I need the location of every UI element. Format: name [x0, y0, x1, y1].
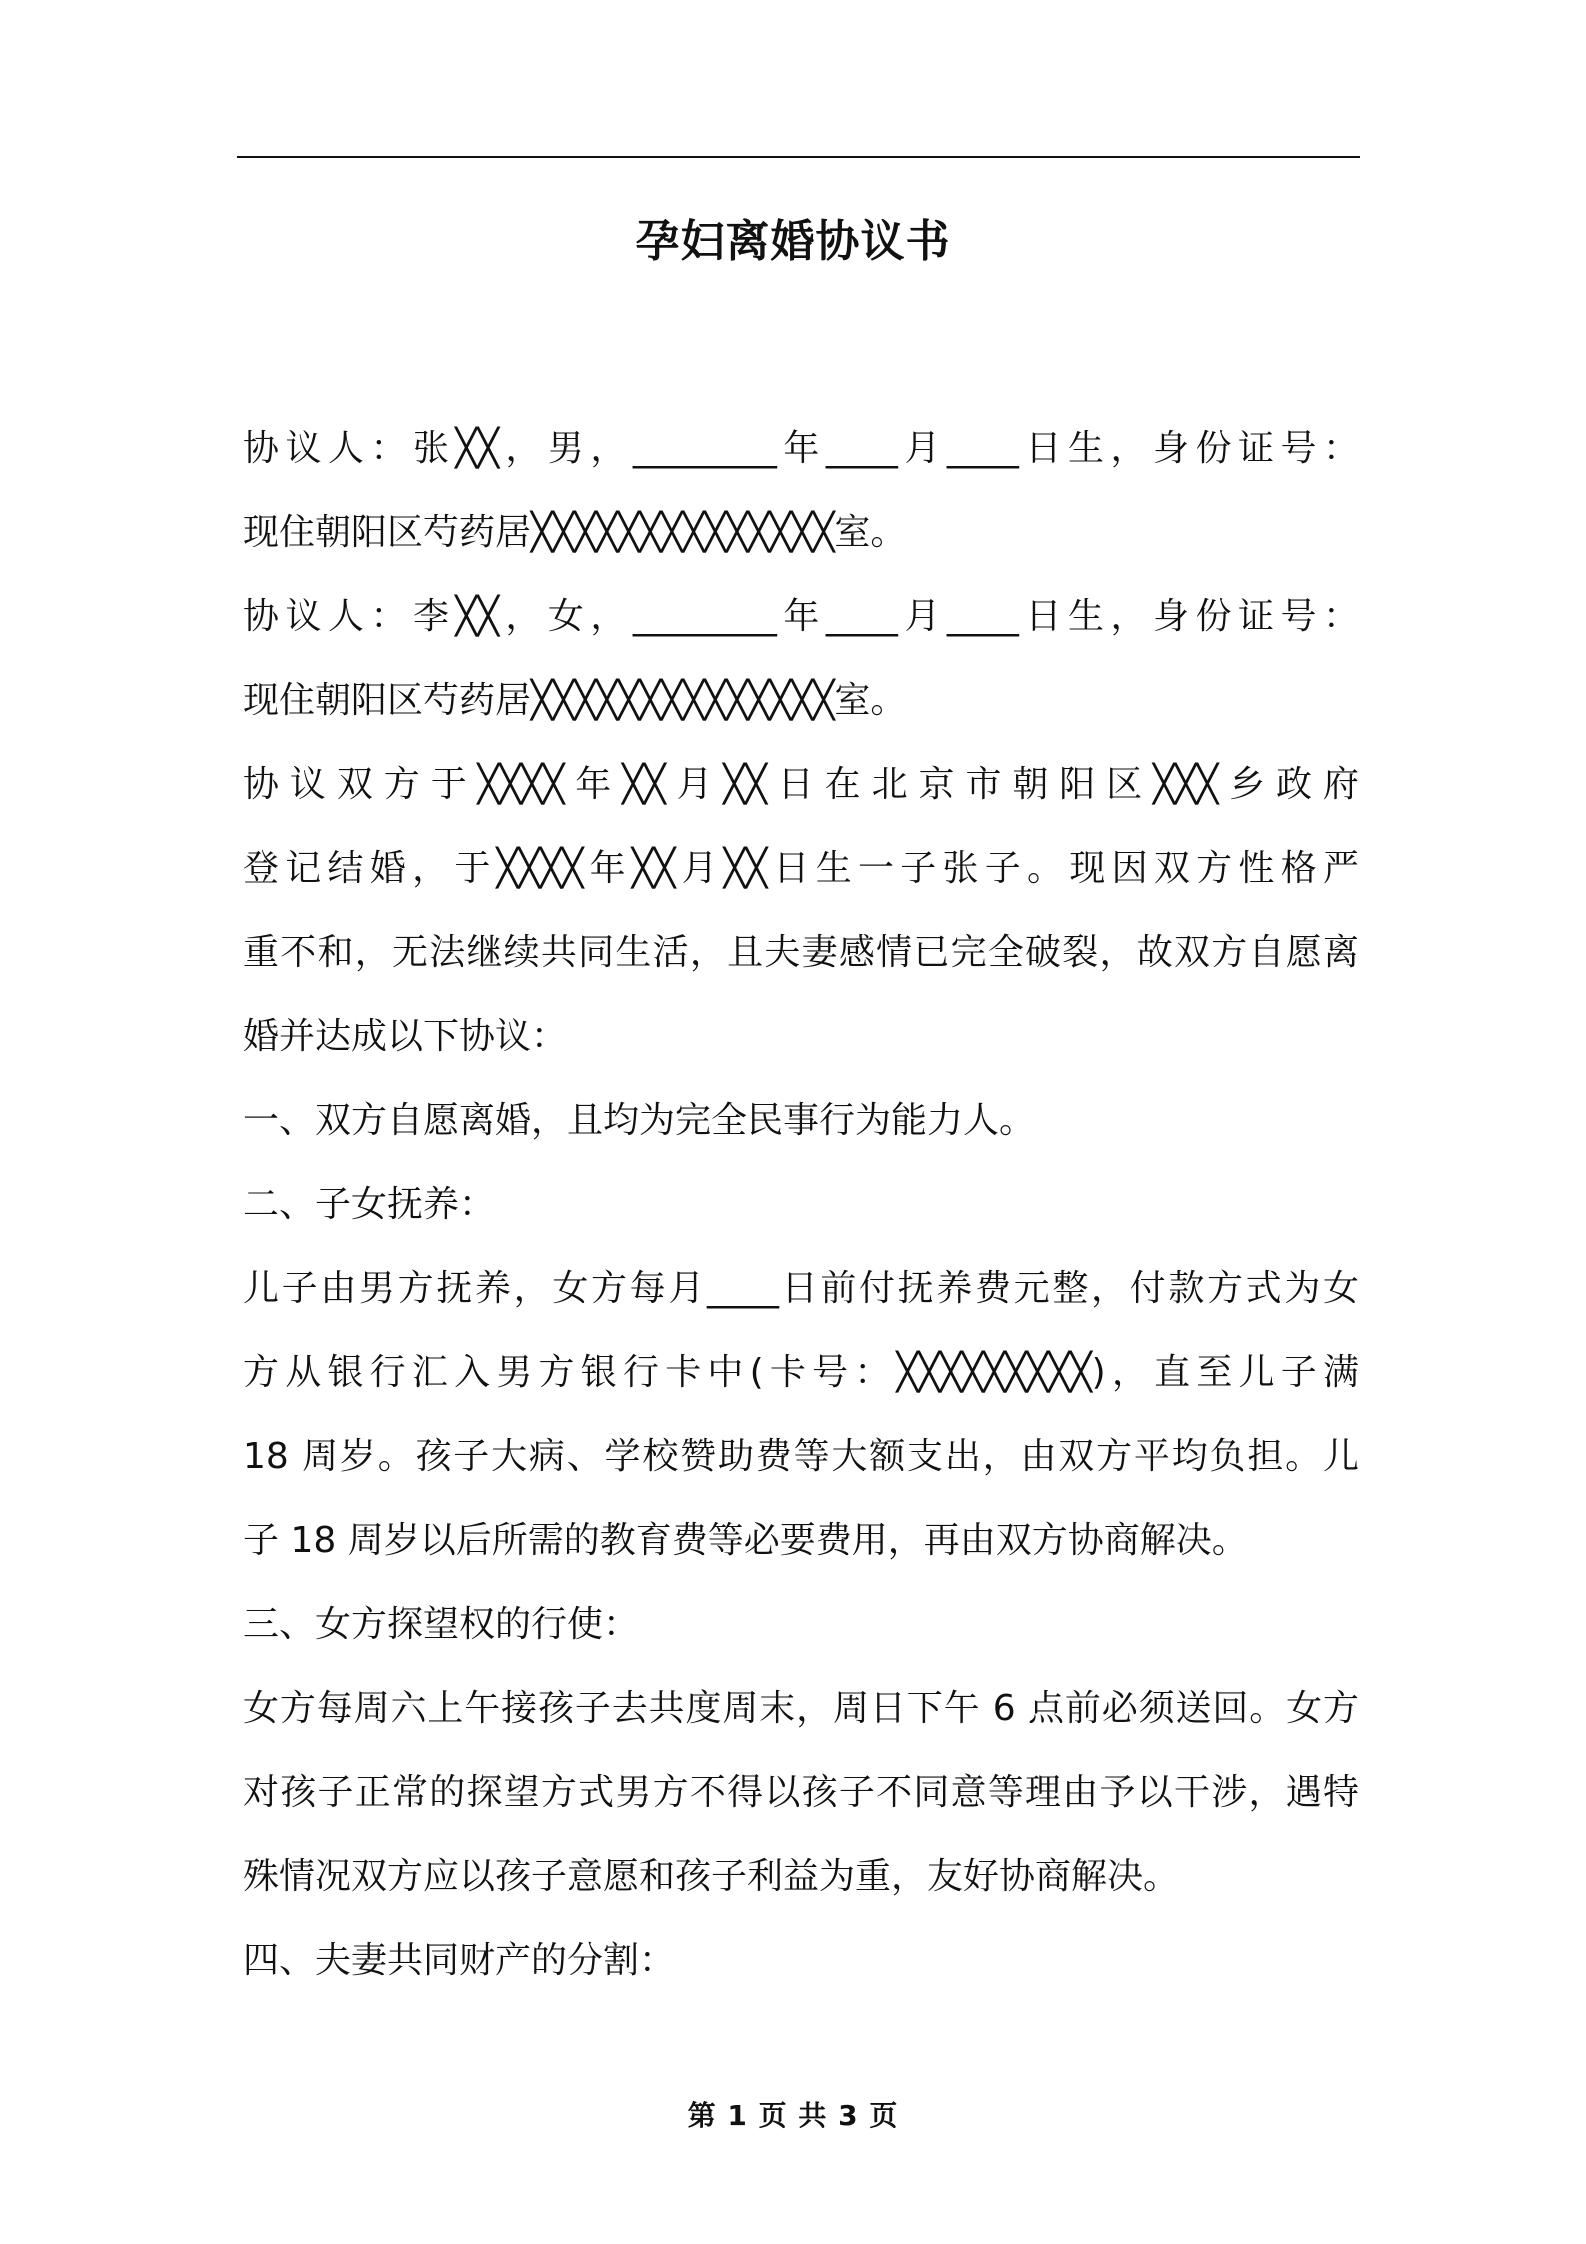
- text-line-party-2: 协议人：李╳╳，女，________年____月____日生，身份证号：: [243, 596, 1359, 637]
- header-rule: [237, 156, 1360, 158]
- section-heading-4: 四、夫妻共同财产的分割：: [243, 1940, 676, 1981]
- text-line-marriage-1: 协议双方于╳╳╳╳年╳╳月╳╳日在北京市朝阳区╳╳╳乡政府: [243, 764, 1359, 805]
- text-line-party-1: 协议人：张╳╳，男，________年____月____日生，身份证号：: [243, 428, 1359, 469]
- section-heading-2: 二、子女抚养：: [243, 1184, 496, 1225]
- document-body: [243, 407, 1359, 2003]
- section-heading-3: 三、女方探望权的行使：: [243, 1604, 640, 1645]
- text-line-custody-1: 儿子由男方抚养，女方每月____日前付抚养费元整，付款方式为女: [243, 1268, 1359, 1309]
- text-line-address-1: 现住朝阳区芍药居╳╳╳╳╳╳╳╳╳╳╳╳╳╳室。: [243, 512, 907, 553]
- text-line-visitation-2: 对孩子正常的探望方式男方不得以孩子不同意等理由予以干涉，遇特: [243, 1772, 1359, 1813]
- text-line-marriage-4: 婚并达成以下协议：: [243, 1016, 568, 1057]
- section-heading-1: 一、双方自愿离婚，且均为完全民事行为能力人。: [243, 1100, 1036, 1141]
- text-line-address-2: 现住朝阳区芍药居╳╳╳╳╳╳╳╳╳╳╳╳╳╳室。: [243, 680, 907, 721]
- text-line-custody-3: 18 周岁。孩子大病、学校赞助费等大额支出，由双方平均负担。儿: [243, 1436, 1359, 1477]
- text-line-visitation-1: 女方每周六上午接孩子去共度周末，周日下午 6 点前必须送回。女方: [243, 1688, 1359, 1729]
- text-line-visitation-3: 殊情况双方应以孩子意愿和孩子利益为重，友好协商解决。: [243, 1856, 1180, 1897]
- text-line-marriage-2: 登记结婚，于╳╳╳╳年╳╳月╳╳日生一子张子。现因双方性格严: [243, 848, 1359, 889]
- document-title: 孕妇离婚协议书: [635, 216, 951, 267]
- text-line-marriage-3: 重不和，无法继续共同生活，且夫妻感情已完全破裂，故双方自愿离: [243, 932, 1359, 973]
- text-line-custody-4: 子 18 周岁以后所需的教育费等必要费用，再由双方协商解决。: [243, 1520, 1248, 1561]
- text-line-custody-2: 方从银行汇入男方银行卡中(卡号：╳╳╳╳╳╳╳╳╳)，直至儿子满: [243, 1352, 1359, 1393]
- page-number-footer: 第 1 页 共 3 页: [687, 2099, 899, 2132]
